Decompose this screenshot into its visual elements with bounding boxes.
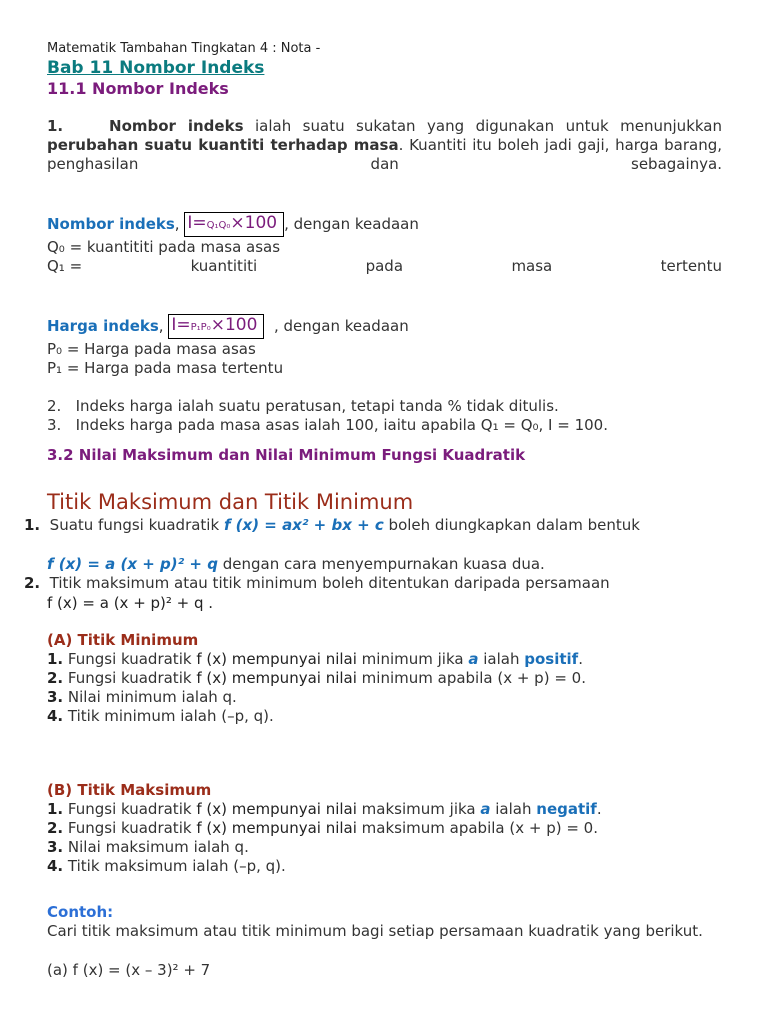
para-bold: perubahan suatu kuantiti terhadap masa	[47, 136, 399, 154]
p0-definition: P₀ = Harga pada masa asas	[47, 340, 256, 358]
maksimum-point-3	[47, 838, 249, 857]
big-title: Titik Maksimum dan Titik Minimum	[47, 490, 414, 514]
item-number: 1.	[24, 516, 41, 534]
list-number: 4.	[47, 707, 64, 725]
formula-tail: ×100	[230, 213, 278, 233]
definition-paragraph	[47, 117, 722, 174]
p1-definition: P₁ = Harga pada masa tertentu	[47, 359, 284, 377]
list-text: Titik minimum ialah (–p, q).	[63, 707, 274, 725]
item-text: Suatu fungsi kuadratik	[40, 516, 224, 534]
list-text: Titik maksimum ialah (–p, q).	[63, 857, 286, 875]
formula-i: I=	[187, 213, 207, 233]
list-number: 3.	[47, 838, 64, 856]
list-text: Fungsi kuadratik	[63, 669, 197, 687]
item-1	[24, 516, 714, 535]
quadratic-vertex-form: f (x) = a (x + p)² + q	[47, 555, 218, 573]
q1-word: kuantititi	[190, 257, 258, 275]
list-text: Nilai maksimum ialah q.	[63, 838, 249, 856]
positif-keyword: positif	[524, 650, 579, 668]
q1-word: masa	[511, 257, 553, 275]
para-number: 1.	[47, 117, 64, 135]
list-text: minimum jika	[356, 650, 469, 668]
formula-i: I=	[171, 315, 191, 335]
list-number: 4.	[47, 857, 64, 875]
nombor-indeks-label: Nombor indeks	[47, 215, 175, 233]
maksimum-point-1	[47, 800, 602, 819]
chapter-title: Bab 11 Nombor Indeks	[47, 58, 265, 78]
list-text: maksimum apabila (x + p) = 0.	[356, 819, 598, 837]
list-text: .	[578, 650, 583, 668]
harga-indeks-label: Harga indeks	[47, 317, 159, 335]
item-number: 2.	[24, 574, 41, 592]
item-text: dengan cara menyempurnakan kuasa dua.	[217, 555, 545, 573]
para-text-2: . Kuantiti itu boleh jadi gaji, harga barang, penghasilan dan sebagainya.	[47, 136, 722, 173]
list-text: f (x) mempunyai nilai	[196, 650, 357, 668]
list-text: ialah	[478, 650, 525, 668]
minimum-point-3	[47, 688, 237, 707]
q0-definition: Q₀ = kuantititi pada masa asas	[47, 238, 281, 256]
list-text: ialah	[490, 800, 537, 818]
maksimum-point-4	[47, 857, 286, 876]
document-header: Matematik Tambahan Tingkatan 4 : Nota -	[47, 41, 321, 56]
formula-fraction: P₁P₀	[190, 322, 211, 333]
list-number: 2.	[47, 819, 64, 837]
maksimum-heading: (B) Titik Maksimum	[47, 781, 212, 799]
nombor-indeks-line	[47, 212, 419, 237]
q1-word: pada	[365, 257, 404, 275]
list-text: Fungsi kuadratik	[63, 819, 197, 837]
list-number: 3.	[47, 688, 64, 706]
list-text: maksimum jika	[356, 800, 481, 818]
comma: ,	[174, 215, 180, 233]
list-number: 1.	[47, 800, 64, 818]
list-text: minimum apabila (x + p) = 0.	[356, 669, 586, 687]
section-heading-3-2: 3.2 Nilai Maksimum dan Nilai Minimum Fungsi Kuadratik	[47, 446, 526, 464]
section-heading-11-1: 11.1 Nombor Indeks	[47, 79, 229, 98]
list-text: f (x) mempunyai nilai	[196, 800, 357, 818]
item-2	[24, 574, 724, 593]
note-2: 2. Indeks harga ialah suatu peratusan, tetapi tanda % tidak ditulis.	[47, 397, 559, 415]
item-text: boleh diungkapkan dalam bentuk	[383, 516, 640, 534]
harga-indeks-formula-box	[168, 314, 264, 339]
list-number: 1.	[47, 650, 64, 668]
item-1-cont	[47, 555, 545, 574]
term-nombor-indeks: Nombor indeks	[109, 117, 244, 135]
negatif-keyword: negatif	[536, 800, 597, 818]
coefficient-a: a	[480, 800, 491, 818]
q1-word: Q₁ =	[47, 257, 83, 275]
comma: ,	[158, 317, 164, 335]
list-text: Fungsi kuadratik	[63, 650, 197, 668]
formula-tail: ×100	[210, 315, 258, 335]
example-a: (a) f (x) = (x – 3)² + 7	[47, 961, 211, 979]
quadratic-general-form: f (x) = ax² + bx + c	[223, 516, 384, 534]
list-text: .	[596, 800, 602, 818]
item-2-equation: f (x) = a (x + p)² + q .	[47, 594, 214, 612]
formula-after-text: , dengan keadaan	[269, 317, 409, 335]
coefficient-a: a	[468, 650, 479, 668]
minimum-heading: (A) Titik Minimum	[47, 631, 199, 649]
list-text: f (x) mempunyai nilai	[196, 819, 357, 837]
list-number: 2.	[47, 669, 64, 687]
list-text: Fungsi kuadratik	[63, 800, 197, 818]
q1-word: tertentu	[660, 257, 722, 275]
note-3: 3. Indeks harga pada masa asas ialah 100, iaitu apabila Q₁ = Q₀, I = 100.	[47, 416, 608, 434]
list-text: f (x) mempunyai nilai	[196, 669, 357, 687]
minimum-point-2	[47, 669, 586, 688]
list-text: Nilai minimum ialah q.	[63, 688, 237, 706]
minimum-point-1	[47, 650, 583, 669]
harga-indeks-line	[47, 314, 409, 339]
item-text: Titik maksimum atau titik minimum boleh ditentukan daripada persamaan	[40, 574, 610, 592]
nombor-indeks-formula-box	[184, 212, 284, 237]
example-heading: Contoh:	[47, 903, 114, 921]
maksimum-point-2	[47, 819, 598, 838]
q1-definition	[47, 257, 722, 276]
minimum-point-4	[47, 707, 274, 726]
formula-fraction: Q₁Q₀	[206, 220, 231, 231]
example-instruction: Cari titik maksimum atau titik minimum bagi setiap persamaan kuadratik yang berikut.	[47, 922, 703, 940]
formula-after-text: , dengan keadaan	[284, 215, 419, 233]
para-text-1: ialah suatu sukatan yang digunakan untuk menunjukkan	[243, 117, 722, 135]
